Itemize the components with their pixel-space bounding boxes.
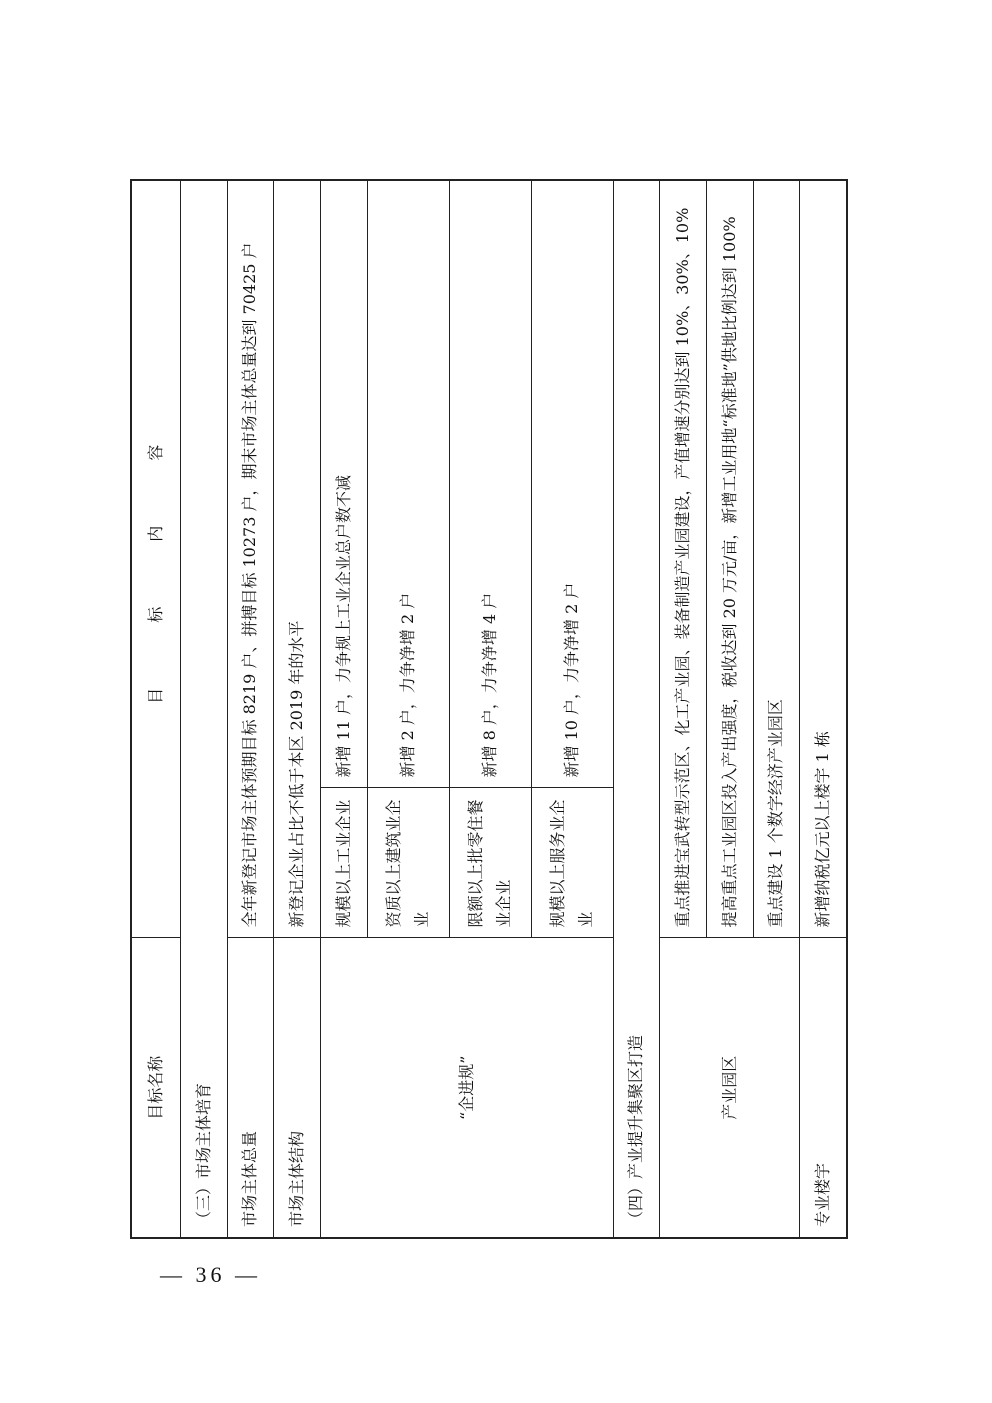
row-name: 市场主体结构 (274, 938, 321, 1238)
page-number: — 36 — (160, 1262, 261, 1287)
row-content: 新登记企业占比不低于本区 2019 年的水平 (274, 180, 321, 938)
header-target-name: 目标名称 (131, 938, 181, 1238)
sub-target: 新增 10 户，力争净增 2 户 (531, 180, 613, 788)
row-content: 新增纳税亿元以上楼宇 1 栋 (800, 180, 847, 938)
targets-table (130, 179, 848, 1239)
row-name: 市场主体总量 (227, 938, 274, 1238)
sub-category: 规模以上服务业企业 (531, 788, 613, 938)
rotated-table-container (130, 179, 848, 1239)
table-row (660, 180, 707, 1238)
row-content: 提高重点工业园区投入产出强度，税收达到 20 万元/亩，新增工业用地“标准地”供地比例达到 100% (706, 180, 753, 938)
sub-target: 新增 8 户，力争净增 4 户 (449, 180, 531, 788)
section-row (181, 180, 228, 1238)
table-header-row (131, 180, 181, 1238)
row-name-qijingui: “企进规” (320, 938, 613, 1238)
table-row (320, 180, 367, 1238)
row-name-park: 产业园区 (660, 938, 800, 1238)
table-row (227, 180, 274, 1238)
section-title-industry: （四）产业提升集聚区打造 (613, 180, 660, 1238)
section-row (613, 180, 660, 1238)
row-content: 全年新登记市场主体预期目标 8219 户、拼搏目标 10273 户，期末市场主体总量达到 70425 户 (227, 180, 274, 938)
row-content: 重点推进宝武转型示范区、化工产业园、装备制造产业园建设，产值增速分别达到 10%、30%、10% (660, 180, 707, 938)
row-name: 专业楼宇 (800, 938, 847, 1238)
table-row (274, 180, 321, 1238)
section-title-market: （三）市场主体培育 (181, 180, 228, 1238)
header-target-content: 目 标 内 容 (131, 180, 181, 938)
sub-category: 规模以上工业企业 (320, 788, 367, 938)
row-content: 重点建设 1 个数字经济产业园区 (753, 180, 800, 938)
sub-target: 新增 2 户，力争净增 2 户 (367, 180, 449, 788)
sub-target: 新增 11 户，力争规上工业企业总户数不减 (320, 180, 367, 788)
table-row (800, 180, 847, 1238)
sub-category: 限额以上批零住餐业企业 (449, 788, 531, 938)
sub-category: 资质以上建筑业企业 (367, 788, 449, 938)
